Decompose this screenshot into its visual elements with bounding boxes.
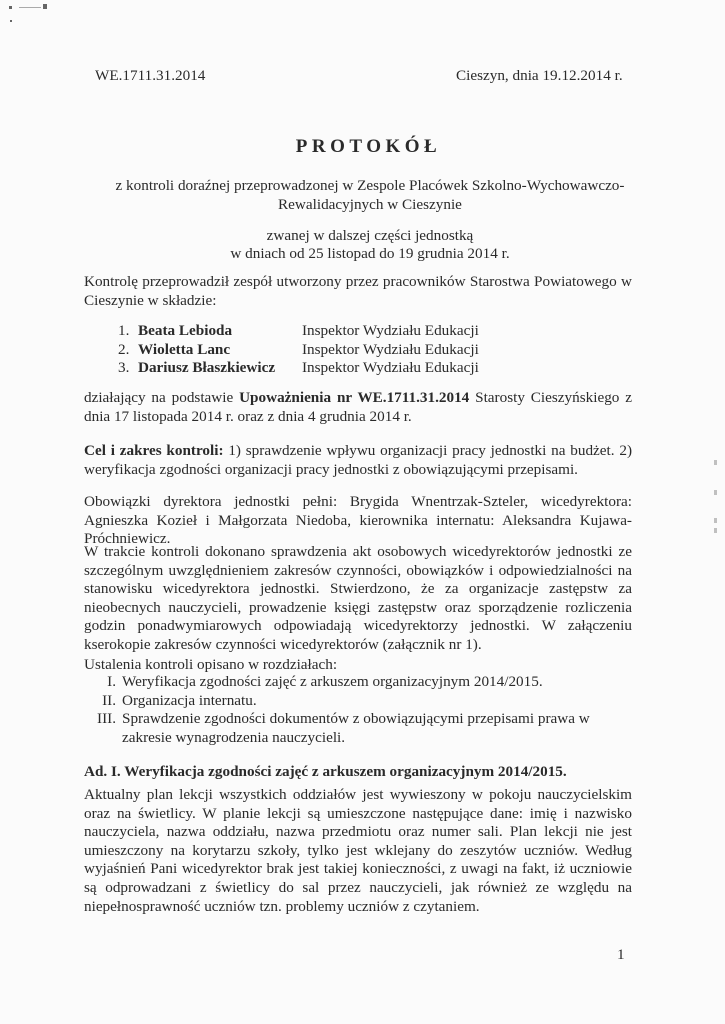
subtitle-line-4: w dniach od 25 listopad do 19 grudnia 2014 r. <box>230 245 510 262</box>
chapter-numeral: I. <box>107 673 116 690</box>
chapter-item <box>92 710 632 747</box>
member-number: 1. <box>118 322 130 339</box>
team-member <box>118 359 479 378</box>
member-number: 2. <box>118 340 130 358</box>
member-name: Wioletta Lanc <box>138 340 231 358</box>
scan-artifact-edge <box>714 450 717 550</box>
member-name: Dariusz Błaszkiewicz <box>138 359 276 377</box>
page-number: 1 <box>617 946 625 963</box>
authorization-prefix: działający na podstawie <box>84 389 240 406</box>
member-name: Beata Lebioda <box>138 322 233 339</box>
subtitle-line-2: Rewalidacyjnych w Cieszynie <box>278 196 462 213</box>
scope-text: 1) sprawdzenie wpływu organizacji pracy jednostki na budżet. 2) weryfikacja zgodności organizacji pracy jednostki z obowiązującymi przepisami. <box>84 442 632 478</box>
chapter-text: Organizacja internatu. <box>122 691 257 709</box>
chapter-text: Weryfikacja zgodności zajęć z arkuszem organizacyjnym 2014/2015. <box>122 673 543 690</box>
chapter-numeral: III. <box>97 710 116 728</box>
member-role: Inspektor Wydziału Edukacji <box>302 322 479 339</box>
team-member <box>118 322 479 341</box>
team-member <box>118 341 479 360</box>
section-1-body: Aktualny plan lekcji wszystkich oddziałów jest wywieszony w pokoju nauczycielskim oraz na świetlicy. W planie lekcji są umieszczone następujące dane: imię i nazwisko nauczyciela, nazwa oddziału, nazwa przedmiotu oraz numer sali. Plan lekcji nie jest umieszczony na korytarzu szkoły, tylko jest wklejany do zeszytów uczniów. Według wyjaśnień Pani wicedyrektor brak jest takiej konieczności, z uwagi na fakt, iż uczniowie są odprowadzani z świetlicy do sal przez nauczycieli, jak również ze względu na niepełnosprawność uczniów tzn. problemy uczniów z czytaniem. <box>84 786 632 915</box>
member-number: 3. <box>118 359 130 377</box>
subtitle-line-3: zwanej w dalszej części jednostką <box>266 227 474 244</box>
chapter-numeral: II. <box>102 691 116 709</box>
chapters-intro: Ustalenia kontroli opisano w rozdziałach: <box>84 656 338 673</box>
authorization-number: Upoważnienia nr WE.1711.31.2014 <box>239 389 470 406</box>
member-role: Inspektor Wydziału Edukacji <box>302 359 479 377</box>
authorization-suffix: Starosty Cieszyńskiego z dnia 17 listopada 2014 r. oraz z dnia 4 grudnia 2014 r. <box>84 389 632 425</box>
document-title: PROTOKÓŁ <box>295 136 442 157</box>
place-and-date: Cieszyn, dnia 19.12.2014 r. <box>456 67 623 84</box>
chapter-item <box>92 673 632 692</box>
reference-number: WE.1711.31.2014 <box>95 67 206 84</box>
authorization-paragraph <box>84 389 632 426</box>
subtitle-line-1: z kontroli doraźnej przeprowadzonej w Zespole Placówek Szkolno-Wychowawczo- <box>115 177 625 194</box>
member-role: Inspektor Wydziału Edukacji <box>302 340 479 358</box>
scope-paragraph <box>84 442 632 479</box>
chapters-list <box>92 673 632 747</box>
chapter-text: Sprawdzenie zgodności dokumentów z obowiązującymi przepisami prawa w zakresie wynagrodzenia nauczycieli. <box>122 710 590 746</box>
management-paragraph: Obowiązki dyrektora jednostki pełni: Brygida Wnentrzak-Szteler, wicedyrektora: Agnieszka Kozieł i Małgorzata Niedoba, kierownika internatu: Aleksandra Kujawa-Próchniewicz. <box>84 493 632 548</box>
team-intro-paragraph: Kontrolę przeprowadził zespół utworzony przez pracowników Starostwa Powiatowego w Cieszynie w składzie: <box>84 273 632 309</box>
chapter-item <box>92 692 632 711</box>
scan-artifact-mark <box>9 6 49 8</box>
section-1-heading: Ad. I. Weryfikacja zgodności zajęć z arkuszem organizacyjnym 2014/2015. <box>84 763 567 780</box>
findings-paragraph: W trakcie kontroli dokonano sprawdzenia akt osobowych wicedyrektorów jednostki ze szczególnym uwzględnieniem zakresów czynności, obowiązków i odpowiedzialności na stanowisku wicedyrektora jednostki. Stwierdzono, że za organizacje zastępstw za nieobecnych nauczycieli, prowadzenie księgi zastępstw oraz sporządzenie rozliczenia godzin ponadwymiarowych odpowiadają wicedyrektorzy jednostki. W załączeniu kserokopie zakresów czynności wicedyrektorów (załącznik nr 1). <box>84 543 632 653</box>
team-members-list <box>118 322 479 378</box>
scope-label: Cel i zakres kontroli: <box>84 442 224 459</box>
